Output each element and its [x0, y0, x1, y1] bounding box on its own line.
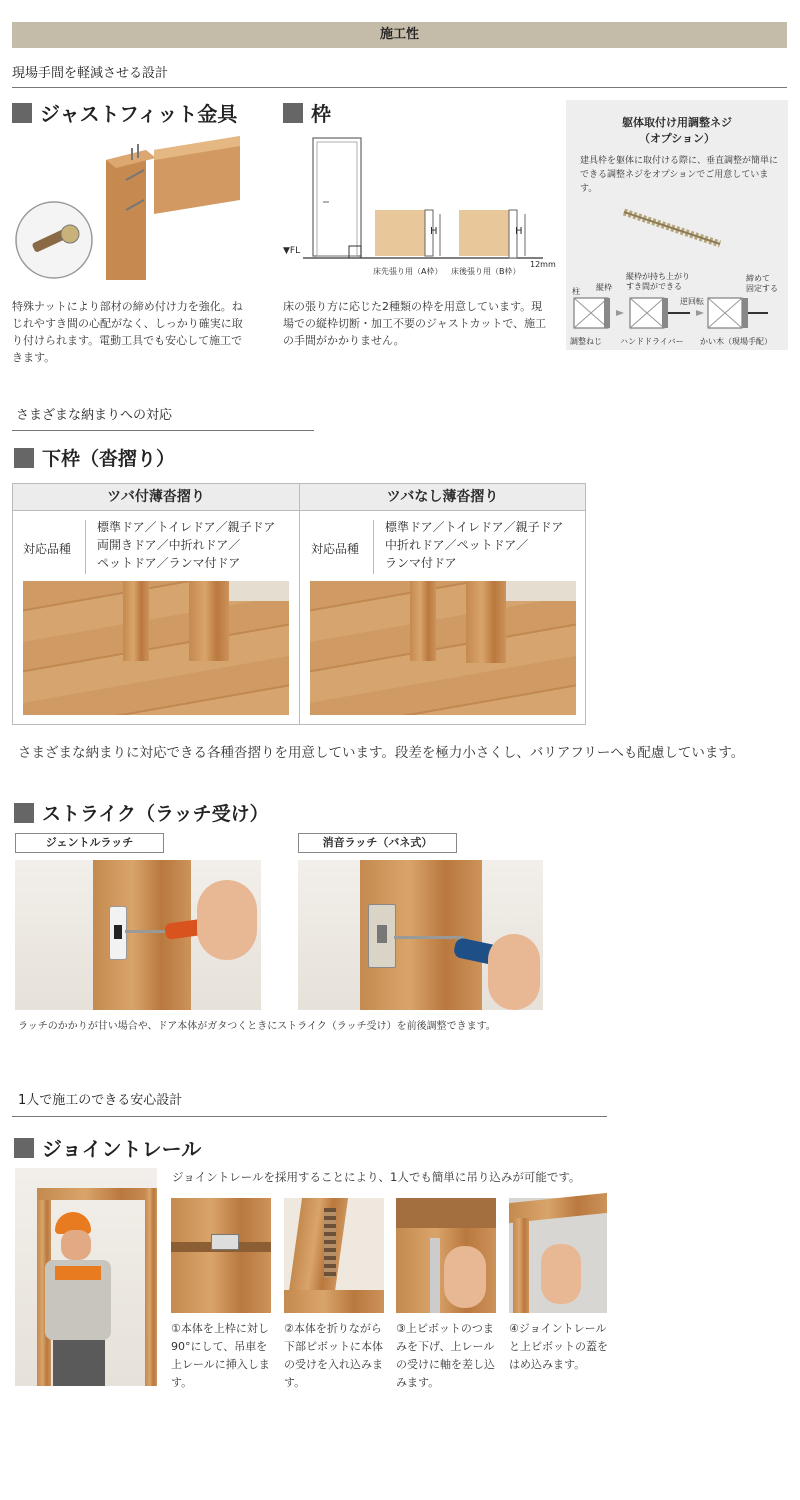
screw-steps-diagram: [572, 296, 784, 332]
frame-a-floor: [375, 210, 425, 256]
silent-latch-photo: [298, 860, 543, 1010]
frame-diagram: [283, 130, 553, 280]
frame-heading: [283, 98, 331, 127]
adjust-screw-icon: [616, 202, 736, 252]
joint-rail-heading-text: ジョイントレール: [42, 1137, 202, 1161]
col1-head: ツバ付薄沓摺り: [13, 484, 300, 511]
step-photo-1: [171, 1198, 271, 1313]
frame-label: 縦枠: [596, 283, 612, 292]
col2-head: ツバなし薄沓摺り: [300, 484, 585, 511]
hand-icon: [197, 880, 257, 960]
step-photo-3: [396, 1198, 496, 1313]
hand-icon: [488, 934, 540, 1010]
nut-head-shape: [61, 225, 79, 243]
screw-label: 調整ねじ: [570, 337, 602, 346]
h-label-a: H: [430, 226, 438, 237]
heading-square-icon: [14, 803, 34, 823]
kutsuzuri-heading: [14, 444, 175, 471]
worker-photo: [15, 1168, 157, 1386]
strike-heading-text: ストライク（ラッチ受け）: [42, 803, 269, 825]
heading-square-icon: [12, 103, 32, 123]
joint-rail-intro: ジョイントレールを採用することにより、1人でも簡単に吊り込みが可能です。: [172, 1170, 581, 1184]
frame-b-floor: [459, 210, 509, 256]
joint-rail-step-2: ②本体を折りながら下部ピボットに本体の受けを入れ込みます。: [284, 1322, 383, 1389]
shim-label: かい木（現場手配）: [700, 337, 772, 346]
joint-rail-step-1: ①本体を上枠に対し90°にして、吊車を上レールに挿入します。: [171, 1322, 270, 1389]
fl-label: ▼FL: [283, 246, 301, 256]
frame-a-label: 床先張り用（A枠）: [373, 267, 443, 276]
silent-latch-tag: 消音ラッチ（バネ式）: [298, 833, 457, 853]
dimension-label: 12mm: [530, 260, 556, 269]
justfit-description: 特殊ナットにより部材の締め付け力を強化。ねじれやすき間の心配がなく、しっかり確実に取り付けられます。電動工具でも安心して施工できます。: [12, 300, 243, 364]
driver-label: ハンドドライバー: [620, 337, 684, 346]
door-outline: [313, 138, 361, 256]
strike-note: ラッチのかかりが甘い場合や、ドア本体がガタつくときにストライク（ラッチ受け）を前後調整できます。: [18, 1021, 496, 1032]
section-title: さまざまな納まりへの対応: [16, 408, 173, 423]
option-subtitle: （オプション）: [638, 132, 715, 145]
step-photo-2: [284, 1198, 384, 1313]
justfit-heading: [12, 98, 237, 127]
justfit-illustration: [14, 130, 244, 290]
hand-icon: [444, 1246, 486, 1308]
frame-heading-text: 枠: [311, 102, 331, 126]
fix-label: 締めて 固定する: [746, 274, 778, 293]
justfit-heading-text: ジャストフィット金具: [40, 102, 238, 126]
kutsuzuri-photo-2: [310, 581, 576, 715]
reverse-label: 逆回転: [680, 297, 704, 306]
heading-square-icon: [14, 1138, 34, 1158]
kutsuzuri-note: さまざまな納まりに対応できる各種沓摺りを用意しています。段差を極力小さくし、バリアフリーへも配慮しています。: [18, 745, 745, 761]
section-title: 1人で施工のできる安心設計: [18, 1093, 183, 1108]
option-description: 建具枠を躯体に取付ける際に、垂直調整が簡単にできる調整ネジをオプションでご用意しています。: [580, 156, 779, 194]
pillar-label: 柱: [572, 287, 580, 296]
option-box: [566, 100, 788, 350]
gentle-latch-photo: [15, 860, 261, 1010]
col2-label: 対応品種: [311, 542, 360, 556]
joint-rail-step-3: ③上ピボットのつまみを下げ、上レールの受けに軸を差し込みます。: [396, 1322, 495, 1389]
h-label-b: H: [515, 226, 523, 237]
col1-label: 対応品種: [23, 542, 72, 556]
option-title: 躯体取付け用調整ネジ: [622, 116, 732, 129]
col1-items: 標準ドア／トイレドア／親子ドア 両開きドア／中折れドア／ ペットドア／ランマ付ドア: [97, 520, 276, 570]
frame-description: 床の張り方に応じた2種類の枠を用意しています。現場での縦枠切断・加工不要のジャストカットで、施工の手間がかかりません。: [283, 300, 547, 347]
divider: [12, 87, 787, 88]
step-photo-4: [509, 1198, 607, 1313]
divider: [12, 1116, 607, 1117]
gentle-latch-tag: ジェントルラッチ: [15, 833, 164, 853]
divider: [12, 430, 314, 431]
section-banner: 施工性: [12, 22, 787, 48]
vertical-frame-piece: [106, 150, 146, 280]
gap-label: 縦枠が持ち上がり すき間ができる: [626, 272, 690, 291]
strike-heading: [14, 799, 269, 826]
col2-items: 標準ドア／トイレドア／親子ドア 中折れドア／ペットドア／ ランマ付ドア: [385, 520, 564, 570]
hand-icon: [541, 1244, 581, 1304]
heading-square-icon: [283, 103, 303, 123]
kutsuzuri-photo-1: [23, 581, 289, 715]
kutsuzuri-table: [12, 483, 586, 725]
kutsuzuri-heading-text: 下枠（沓摺り）: [42, 448, 176, 470]
joint-rail-step-4: ④ジョイントレールと上ピボットの蓋をはめ込みます。: [509, 1322, 608, 1371]
frame-b-label: 床後張り用（B枠）: [451, 267, 521, 276]
joint-rail-heading: [14, 1133, 201, 1162]
section-title: 現場手間を軽減させる設計: [12, 66, 169, 81]
heading-square-icon: [14, 448, 34, 468]
